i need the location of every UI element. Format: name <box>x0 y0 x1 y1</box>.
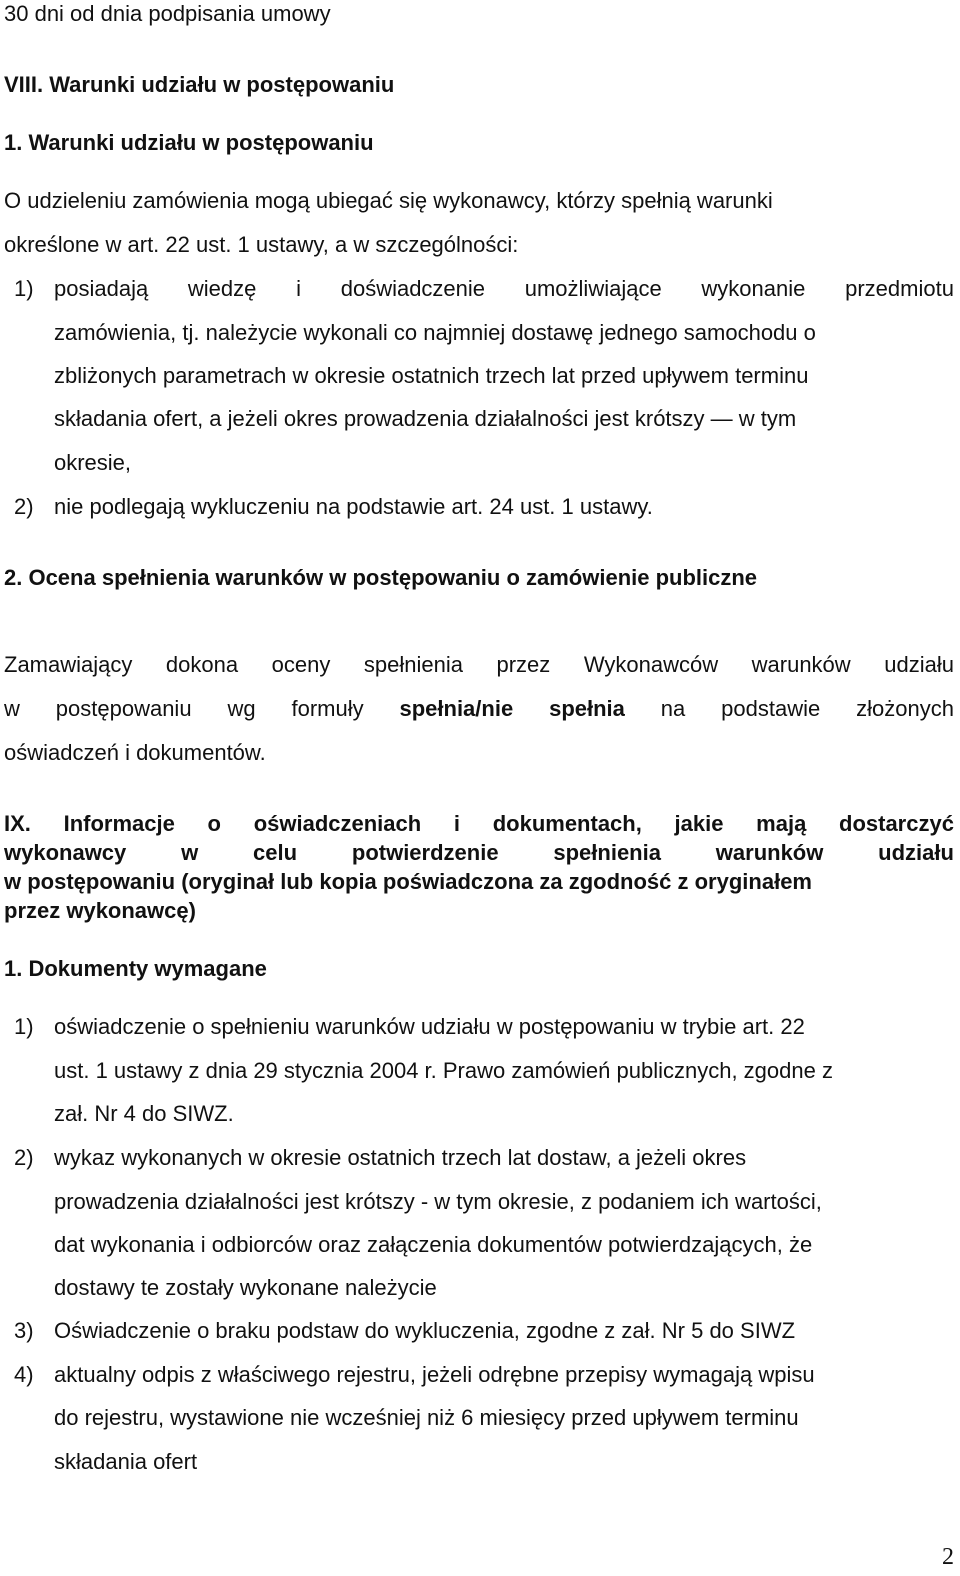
condition-1-line-2: zamówienia, tj. należycie wykonali co najmniej dostawę jednego samochodu o <box>54 320 816 345</box>
word: przedmiotu <box>845 276 954 301</box>
word: dostarczyć <box>839 811 954 836</box>
word: i <box>453 811 461 836</box>
word: Zamawiający <box>4 652 133 677</box>
condition-1-line-1 <box>54 276 954 302</box>
document-item-4-line-1: aktualny odpis z właściwego rejestru, jeżeli odrębne przepisy wymagają wpisu <box>54 1362 815 1387</box>
document-item-4-number: 4) <box>14 1362 34 1387</box>
document-item-1-line-1: oświadczenie o spełnieniu warunków udziału w postępowaniu w trybie art. 22 <box>54 1014 805 1039</box>
word: jakie <box>674 811 724 836</box>
section-ix-title-line-2 <box>4 840 954 866</box>
word: udziału <box>884 652 954 677</box>
word: oświadczeniach <box>253 811 422 836</box>
word: warunków <box>715 840 824 865</box>
word: formuły <box>291 696 364 721</box>
document-item-3-number: 3) <box>14 1318 34 1343</box>
word: wg <box>227 696 256 721</box>
word: posiadają <box>54 276 149 301</box>
evaluation-line-2 <box>4 696 954 722</box>
section-viii-title: VIII. Warunki udziału w postępowaniu <box>4 72 395 97</box>
word: warunków <box>751 652 851 677</box>
word: IX. <box>4 811 31 836</box>
condition-1-line-5: okresie, <box>54 450 132 475</box>
word: i <box>296 276 301 301</box>
subsection-1-title: 1. Warunki udziału w postępowaniu <box>4 130 374 155</box>
word: podstawie <box>721 696 821 721</box>
word: dokumentach, <box>492 811 642 836</box>
intro-line-2: określone w art. 22 ust. 1 ustawy, a w szczególności: <box>4 232 519 257</box>
bold-term-2: spełnia <box>549 696 625 721</box>
document-item-4-line-3: składania ofert <box>54 1449 198 1474</box>
word: doświadczenie <box>340 276 486 301</box>
intro-line-1: O udzieleniu zamówienia mogą ubiegać się wykonawcy, którzy spełnią warunki <box>4 188 773 213</box>
word: spełnienia <box>363 652 463 677</box>
document-item-1-line-2: ust. 1 ustawy z dnia 29 stycznia 2004 r. Prawo zamówień publicznych, zgodne z <box>54 1058 833 1083</box>
document-item-1-number: 1) <box>14 1014 34 1039</box>
condition-1-line-3: zbliżonych parametrach w okresie ostatnich trzech lat przed upływem terminu <box>54 363 809 388</box>
document-item-2-line-4: dostawy te zostały wykonane należycie <box>54 1275 437 1300</box>
bold-term-1: spełnia/nie <box>399 696 514 721</box>
condition-1-line-4: składania ofert, a jeżeli okres prowadzenia działalności jest krótszy — w tym <box>54 406 797 431</box>
evaluation-line-1 <box>4 652 954 678</box>
word: celu <box>253 840 298 865</box>
word: w <box>4 696 20 721</box>
word: dokona <box>165 652 239 677</box>
document-item-2-line-2: prowadzenia działalności jest krótszy - w tym okresie, z podaniem ich wartości, <box>54 1189 822 1214</box>
word: potwierdzenie <box>351 840 499 865</box>
word: oceny <box>271 652 331 677</box>
condition-2-number: 2) <box>14 494 34 519</box>
word: wiedzę <box>187 276 257 301</box>
section-ix-title-line-4: przez wykonawcę) <box>4 898 196 923</box>
top-line: 30 dni od dnia podpisania umowy <box>4 1 331 26</box>
word: wykonanie <box>701 276 806 301</box>
condition-2-text: nie podlegają wykluczeniu na podstawie art. 24 ust. 1 ustawy. <box>54 494 653 519</box>
word: udziału <box>878 840 954 865</box>
word: spełnienia <box>553 840 661 865</box>
page-number: 2 <box>942 1544 954 1570</box>
documents-required-title: 1. Dokumenty wymagane <box>4 956 267 981</box>
word: o <box>207 811 221 836</box>
document-item-2-line-3: dat wykonania i odbiorców oraz załączenia dokumentów potwierdzających, że <box>54 1232 813 1257</box>
word: mają <box>756 811 807 836</box>
word: umożliwiające <box>524 276 662 301</box>
section-ix-title-line-1 <box>4 811 954 837</box>
word: przez <box>496 652 551 677</box>
word: postępowaniu <box>55 696 192 721</box>
word: wykonawcy <box>4 840 127 865</box>
document-item-1-line-3: zał. Nr 4 do SIWZ. <box>54 1101 234 1126</box>
document-item-3-line-1: Oświadczenie o braku podstaw do wykluczenia, zgodne z zał. Nr 5 do SIWZ <box>54 1318 796 1343</box>
subsection-2-title: 2. Ocena spełnienia warunków w postępowaniu o zamówienie publiczne <box>4 565 758 590</box>
evaluation-line-3: oświadczeń i dokumentów. <box>4 740 266 765</box>
word: Wykonawców <box>583 652 719 677</box>
document-item-4-line-2: do rejestru, wystawione nie wcześniej niż 6 miesięcy przed upływem terminu <box>54 1405 799 1430</box>
condition-1-number: 1) <box>14 276 34 301</box>
word: Informacje <box>63 811 175 836</box>
word: na <box>660 696 686 721</box>
document-item-2-number: 2) <box>14 1145 34 1170</box>
section-ix-title-line-3: w postępowaniu (oryginał lub kopia poświadczona za zgodność z oryginałem <box>4 869 812 894</box>
document-item-2-line-1: wykaz wykonanych w okresie ostatnich trzech lat dostaw, a jeżeli okres <box>54 1145 747 1170</box>
word: w <box>181 840 199 865</box>
word: złożonych <box>856 696 954 721</box>
